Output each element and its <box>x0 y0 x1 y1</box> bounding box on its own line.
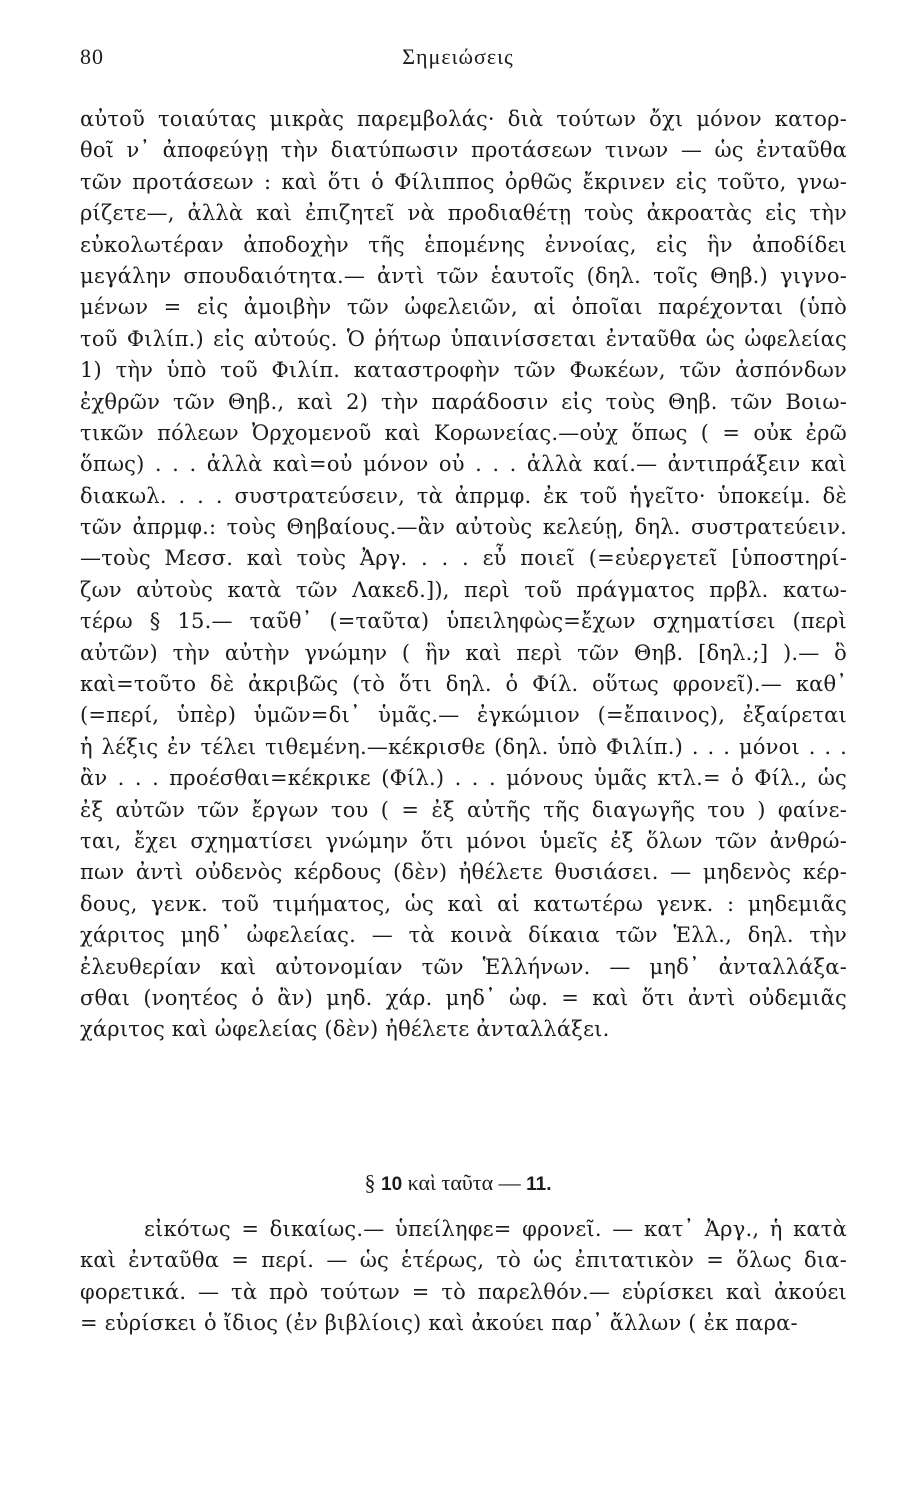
section-connector: καὶ ταῦτα — <box>407 1170 521 1195</box>
text-line: φορετικά. — τὰ πρὸ τούτων = τὸ παρελθόν.— εὑρίσκει καὶ ἀκούει <box>80 1279 847 1304</box>
text-line: ἐχθρῶν τῶν Θηβ., καὶ 2) τὴν παράδοσιν εἰς τοὺς Θηβ. τῶν Βοιω- <box>80 389 847 414</box>
text-line: διακωλ. . . . συστρατεύσειν, τὰ ἀπρμφ. ἐκ τοῦ ἡγεῖτο· ὑποκείμ. δὲ <box>80 483 847 508</box>
running-title: Σημειώσεις <box>402 44 514 69</box>
text-line: τοῦ Φιλίπ.) εἰς αὐτούς. Ὁ ῥήτωρ ὑπαινίσσεται ἐνταῦθα ὡς ὠφελείας <box>80 326 847 351</box>
text-line: ἡ λέξις ἐν τέλει τιθεμένη.—κέκρισθε (δηλ. ὑπὸ Φιλίπ.) . . . μόνοι . . . <box>80 734 847 759</box>
text-line: ρίζετε—, ἀλλὰ καὶ ἐπιζητεῖ νὰ προδιαθέτῃ τοὺς ἀκροατὰς εἰς τὴν <box>80 201 847 226</box>
text-line: εὐκολωτέραν ἀποδοχὴν τῆς ἑπομένης ἐννοίας, εἰς ἣν ἀποδίδει <box>80 232 847 257</box>
text-line: εἰκότως = δικαίως.— ὑπείληφε= φρονεῖ. — κατ᾽ Ἀργ., ἡ κατὰ <box>144 1217 847 1241</box>
text-line: ἐλευθερίαν καὶ αὐτονομίαν τῶν Ἑλλήνων. — μηδ᾽ ἀνταλλάξα- <box>80 954 847 979</box>
text-line: 1) τὴν ὑπὸ τοῦ Φιλίπ. καταστροφὴν τῶν Φωκέων, τῶν ἀσπόνδων <box>80 358 847 383</box>
text-line: αὐτοῦ τοιαύτας μικρὰς παρεμβολάς· διὰ τούτων ὄχι μόνον κατορ- <box>80 107 847 131</box>
section-number-end: 11. <box>526 1174 552 1195</box>
text-line: ἐξ αὐτῶν τῶν ἔργων του ( = ἐξ αὐτῆς τῆς διαγωγῆς του ) φαίνε- <box>80 797 847 822</box>
page-number: 80 <box>80 44 104 69</box>
text-line: χάριτος καὶ ὠφελείας (δὲν) ἠθέλετε ἀνταλλάξει. <box>80 1017 610 1042</box>
text-line: τῶν ἀπρμφ.: τοὺς Θηβαίους.—ἂν αὐτοὺς κελεύῃ, δηλ. συστρατεύειν. <box>80 515 847 540</box>
text-line: χάριτος μηδ᾽ ὠφελείας. — τὰ κοινὰ δίκαια τῶν Ἑλλ., δηλ. τὴν <box>80 923 847 948</box>
text-line: —τοὺς Μεσσ. καὶ τοὺς Ἀργ. . . . εὖ ποιεῖ (=εὐεργετεῖ [ὑποστηρί- <box>80 546 847 571</box>
text-line: σθαι (νοητέος ὁ ἂν) μηδ. χάρ. μηδ᾽ ὠφ. = καὶ ὅτι ἀντὶ οὐδεμιᾶς <box>80 985 847 1010</box>
text-line: καὶ ἐνταῦθα = περί. — ὡς ἑτέρως, τὸ ὡς ἐπιτατικὸν = ὅλως δια- <box>80 1248 847 1273</box>
text-line: μεγάλην σπουδαιότητα.— ἀντὶ τῶν ἑαυτοῖς (δηλ. τοῖς Θηβ.) γιγνο- <box>80 263 847 288</box>
text-line: θοῖ ν᾽ ἀποφεύγῃ τὴν διατύπωσιν προτάσεων τινων — ὡς ἐνταῦθα <box>80 138 847 163</box>
text-line: πων ἀντὶ οὐδενὸς κέρδους (δὲν) ἠθέλετε θυσιάσει. — μηδενὸς κέρ- <box>80 860 847 885</box>
text-line: ὅπως) . . . ἀλλὰ καὶ=οὐ μόνον οὐ . . . ἀλλὰ καί.— ἀντιπράξειν καὶ <box>80 452 847 477</box>
section-symbol: § <box>364 1170 376 1195</box>
text-line: καὶ=τοῦτο δὲ ἀκριβῶς (τὸ ὅτι δηλ. ὁ Φίλ. οὕτως φρονεῖ).— καθ᾽ <box>80 672 847 697</box>
text-line: ἂν . . . προέσθαι=κέκρικε (Φίλ.) . . . μόνους ὑμᾶς κτλ.= ὁ Φίλ., ὡς <box>80 766 847 791</box>
notes-paragraph-2 <box>80 1214 847 1340</box>
text-line: δους, γενκ. τοῦ τιμήματος, ὡς καὶ αἱ κατωτέρω γενκ. : μηδεμιᾶς <box>80 891 847 916</box>
section-heading <box>0 1168 916 1200</box>
text-line: τέρω § 15.— ταῦθ᾽ (=ταῦτα) ὑπειληφὼς=ἔχων σχηματίσει (περὶ <box>80 609 847 634</box>
text-line: ται, ἔχει σχηματίσει γνώμην ὅτι μόνοι ὑμεῖς ἐξ ὅλων τῶν ἀνθρώ- <box>80 828 847 853</box>
text-line: αὐτῶν) τὴν αὐτὴν γνώμην ( ἣν καὶ περὶ τῶν Θηβ. [δηλ.;] ).— ὃ <box>80 640 847 665</box>
text-line: τικῶν πόλεων Ὀρχομενοῦ καὶ Κορωνείας.—οὐχ ὅπως ( = οὐκ ἐρῶ <box>80 420 847 445</box>
text-line: τῶν προτάσεων : καὶ ὅτι ὁ Φίλιππος ὀρθῶς ἔκρινεν εἰς τοῦτο, γνω- <box>80 169 847 194</box>
text-line: ζων αὐτοὺς κατὰ τῶν Λακεδ.]), περὶ τοῦ πράγματος πρβλ. κατω- <box>80 577 847 602</box>
section-number-start: 10 <box>381 1174 403 1195</box>
text-line: μένων = εἰς ἀμοιβὴν τῶν ὠφελειῶν, αἱ ὁποῖαι παρέχονται (ὑπὸ <box>80 295 847 320</box>
text-line: (=περί, ὑπὲρ) ὑμῶν=δι᾽ ὑμᾶς.— ἐγκώμιον (=ἔπαινος), ἐξαίρεται <box>80 703 847 728</box>
notes-paragraph-1 <box>80 104 847 1046</box>
text-line: = εὑρίσκει ὁ ἴδιος (ἐν βιβλίοις) καὶ ἀκούει παρ᾽ ἄλλων ( ἐκ παρα- <box>80 1311 798 1336</box>
